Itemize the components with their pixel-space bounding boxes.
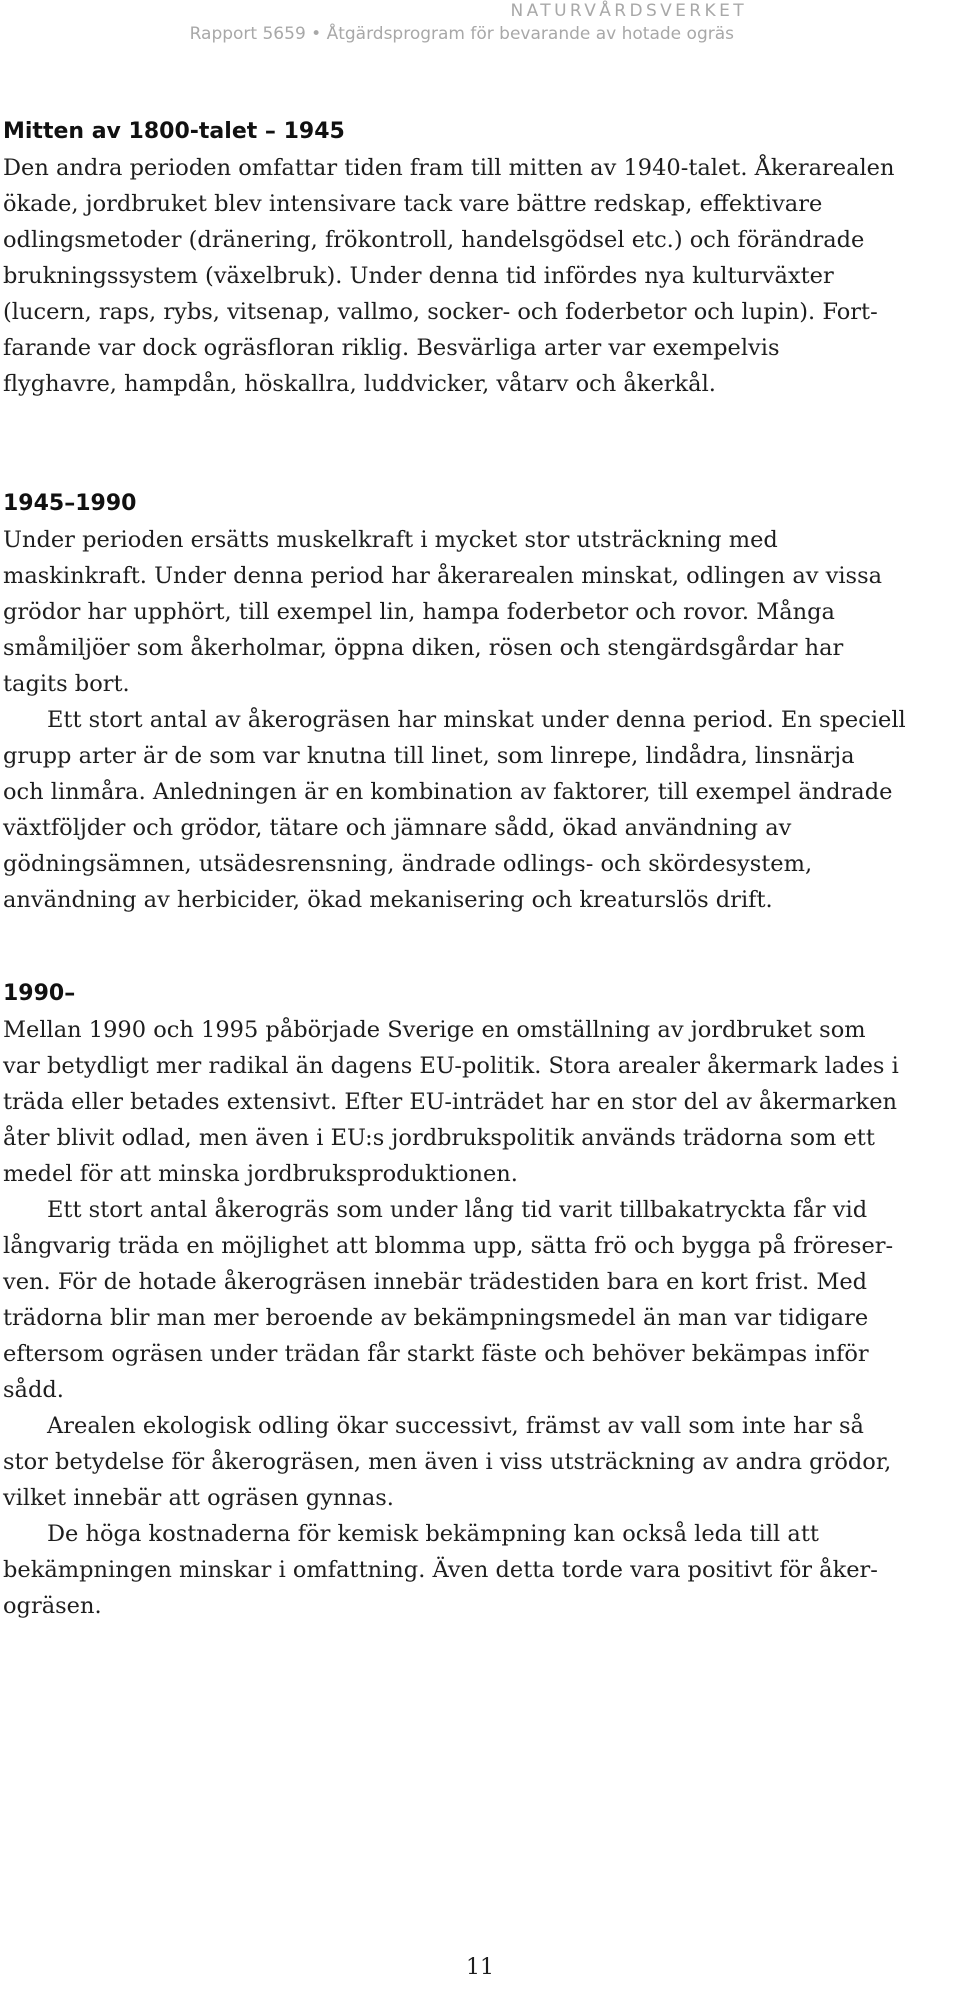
text-line: långvarig träda en möjlighet att blomma upp, sätta frö och bygga på fröreser- — [3, 1233, 894, 1259]
text-line: medel för att minska jordbruksproduktionen. — [3, 1161, 518, 1187]
section-1945-1990 — [3, 486, 958, 918]
paragraph — [3, 150, 958, 402]
text-line: ven. För de hotade åkerogräsen innebär trädestiden bara en kort frist. Med — [3, 1269, 868, 1295]
text-line: Ett stort antal av åkerogräsen har minskat under denna period. En speciell — [47, 707, 906, 733]
text-line: (lucern, raps, rybs, vitsenap, vallmo, socker- och foderbetor och lupin). Fort- — [3, 299, 878, 325]
text-line: maskinkraft. Under denna period har åkerarealen minskat, odlingen av vissa — [3, 563, 883, 589]
text-line: vilket innebär att ogräsen gynnas. — [3, 1485, 394, 1511]
text-line: växtföljder och grödor, tätare och jämnare sådd, ökad användning av — [3, 815, 792, 841]
section-heading: 1990– — [3, 981, 76, 1006]
text-line: småmiljöer som åkerholmar, öppna diken, rösen och stengärdsgårdar har — [3, 635, 844, 661]
section-heading: Mitten av 1800-talet – 1945 — [3, 119, 345, 144]
text-line: Under perioden ersätts muskelkraft i mycket stor utsträckning med — [3, 527, 778, 553]
text-line: odlingsmetoder (dränering, frökontroll, handelsgödsel etc.) och förändrade — [3, 227, 865, 253]
paragraph — [3, 522, 958, 702]
text-line: ogräsen. — [3, 1593, 102, 1619]
text-line: eftersom ogräsen under trädan får starkt fäste och behöver bekämpas inför — [3, 1341, 869, 1367]
text-line: tagits bort. — [3, 671, 130, 697]
section-1800s-1945 — [3, 114, 958, 402]
text-line: grupp arter är de som var knutna till linet, som linrepe, lindådra, linsnärja — [3, 743, 855, 769]
page-number-text: 11 — [466, 1955, 494, 1980]
text-line: stor betydelse för åkerogräsen, men även i viss utsträckning av andra grödor, — [3, 1449, 892, 1475]
text-line: Den andra perioden omfattar tiden fram till mitten av 1940-talet. Åkerarealen — [3, 155, 895, 181]
text-line: gödningsämnen, utsädesrensning, ändrade odlings- och skördesystem, — [3, 851, 813, 877]
text-line: sådd. — [3, 1377, 64, 1403]
page-number — [0, 1950, 960, 1986]
text-line: användning av herbicider, ökad mekanisering och kreaturslös drift. — [3, 887, 773, 913]
text-line: Arealen ekologisk odling ökar successivt, främst av vall som inte har så — [47, 1413, 864, 1439]
text-line: Ett stort antal åkerogräs som under lång tid varit tillbakatryckta får vid — [47, 1197, 868, 1223]
paragraph — [3, 1012, 958, 1192]
publisher-name: NATURVÅRDSVERKET — [510, 1, 747, 21]
text-line: farande var dock ogräsfloran riklig. Besvärliga arter var exempelvis — [3, 335, 780, 361]
paragraph — [3, 1408, 958, 1516]
paragraph — [3, 1192, 958, 1408]
text-line: ökade, jordbruket blev intensivare tack vare bättre redskap, effektivare — [3, 191, 823, 217]
paragraph — [3, 1516, 958, 1624]
text-line: var betydligt mer radikal än dagens EU-politik. Stora arealer åkermark lades i — [3, 1053, 899, 1079]
text-line: flyghavre, hampdån, höskallra, luddvicker, våtarv och åkerkål. — [3, 371, 716, 397]
text-line: trädorna blir man mer beroende av bekämpningsmedel än man var tidigare — [3, 1305, 869, 1331]
text-line: och linmåra. Anledningen är en kombination av faktorer, till exempel ändrade — [3, 779, 893, 805]
text-line: åter blivit odlad, men även i EU:s jordbrukspolitik används trädorna som ett — [3, 1125, 875, 1151]
text-line: träda eller betades extensivt. Efter EU-inträdet har en stor del av åkermarken — [3, 1089, 898, 1115]
text-line: grödor har upphört, till exempel lin, hampa foderbetor och rovor. Många — [3, 599, 835, 625]
paragraph — [3, 702, 958, 918]
section-heading: 1945–1990 — [3, 491, 137, 516]
section-1990-onward — [3, 976, 958, 1624]
text-line: Mellan 1990 och 1995 påbörjade Sverige en omställning av jordbruket som — [3, 1017, 866, 1043]
text-line: brukningssystem (växelbruk). Under denna tid infördes nya kulturväxter — [3, 263, 834, 289]
text-line: bekämpningen minskar i omfattning. Även detta torde vara positivt för åker- — [3, 1557, 878, 1583]
report-title: Rapport 5659 • Åtgärdsprogram för bevarande av hotade ogräs — [189, 24, 734, 44]
text-line: De höga kostnaderna för kemisk bekämpning kan också leda till att — [47, 1521, 819, 1547]
